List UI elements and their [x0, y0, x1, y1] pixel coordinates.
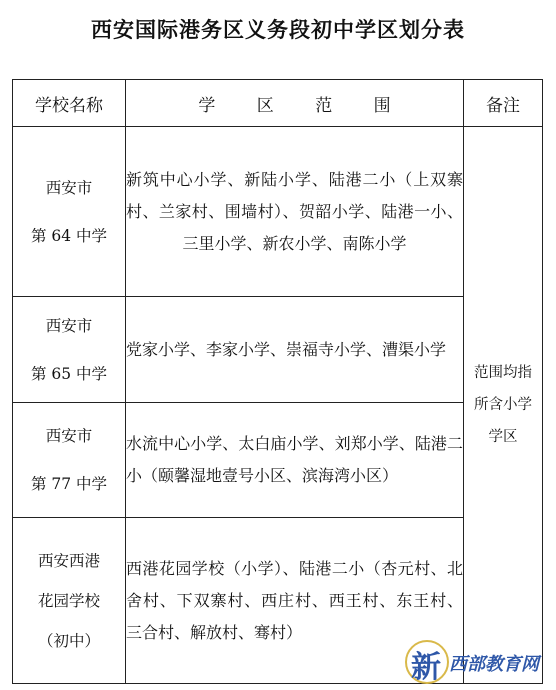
header-note: 备注	[464, 80, 543, 127]
school-name-line: 花园学校	[37, 591, 100, 610]
watermark-logo-char: 新	[411, 650, 441, 685]
school-name-cell	[13, 127, 126, 297]
header-district-range: 学 区 范 围	[126, 80, 464, 127]
school-name-line: 西安市	[45, 427, 93, 445]
school-name-cell	[13, 297, 126, 403]
school-district-table	[12, 79, 543, 684]
watermark-text: 西部教育网	[449, 654, 539, 675]
table-row	[13, 297, 543, 403]
note-cell	[464, 127, 543, 684]
district-range-cell: 新筑中心小学、新陆小学、陆港二小（上双寨村、兰家村、围墙村）、贺韶小学、陆港一小、三里小学、新农小学、南陈小学	[126, 127, 464, 297]
district-range-cell: 党家小学、李家小学、崇福寺小学、漕渠小学	[126, 297, 464, 403]
district-range-cell: 水流中心小学、太白庙小学、刘郑小学、陆港二小（颐馨湿地壹号小区、滨海湾小区）	[126, 403, 464, 518]
school-name-line: 第 64 中学	[30, 226, 108, 245]
school-name-line: 第 65 中学	[30, 364, 108, 383]
school-name-line: （初中）	[37, 631, 100, 650]
district-range-cell: 西港花园学校（小学）、陆港二小（杏元村、北舍村、下双寨村、西庄村、西王村、东王村、 三合村、解放村、骞村）	[126, 518, 464, 684]
table-header-row	[13, 80, 543, 127]
school-name-cell	[13, 518, 126, 684]
site-watermark	[405, 640, 555, 688]
page-title: 西安国际港务区义务段初中学区划分表	[91, 18, 465, 42]
school-name-line: 第 77 中学	[30, 475, 108, 493]
school-name-line: 西安市	[45, 316, 93, 335]
header-school-name: 学校名称	[13, 80, 126, 127]
school-name-cell	[13, 403, 126, 518]
table-row	[13, 403, 543, 518]
school-name-line: 西安市	[45, 178, 93, 197]
table-row	[13, 127, 543, 297]
school-name-line: 西安西港	[37, 551, 100, 570]
note-text: 范围均指所含小学学区	[474, 365, 532, 445]
